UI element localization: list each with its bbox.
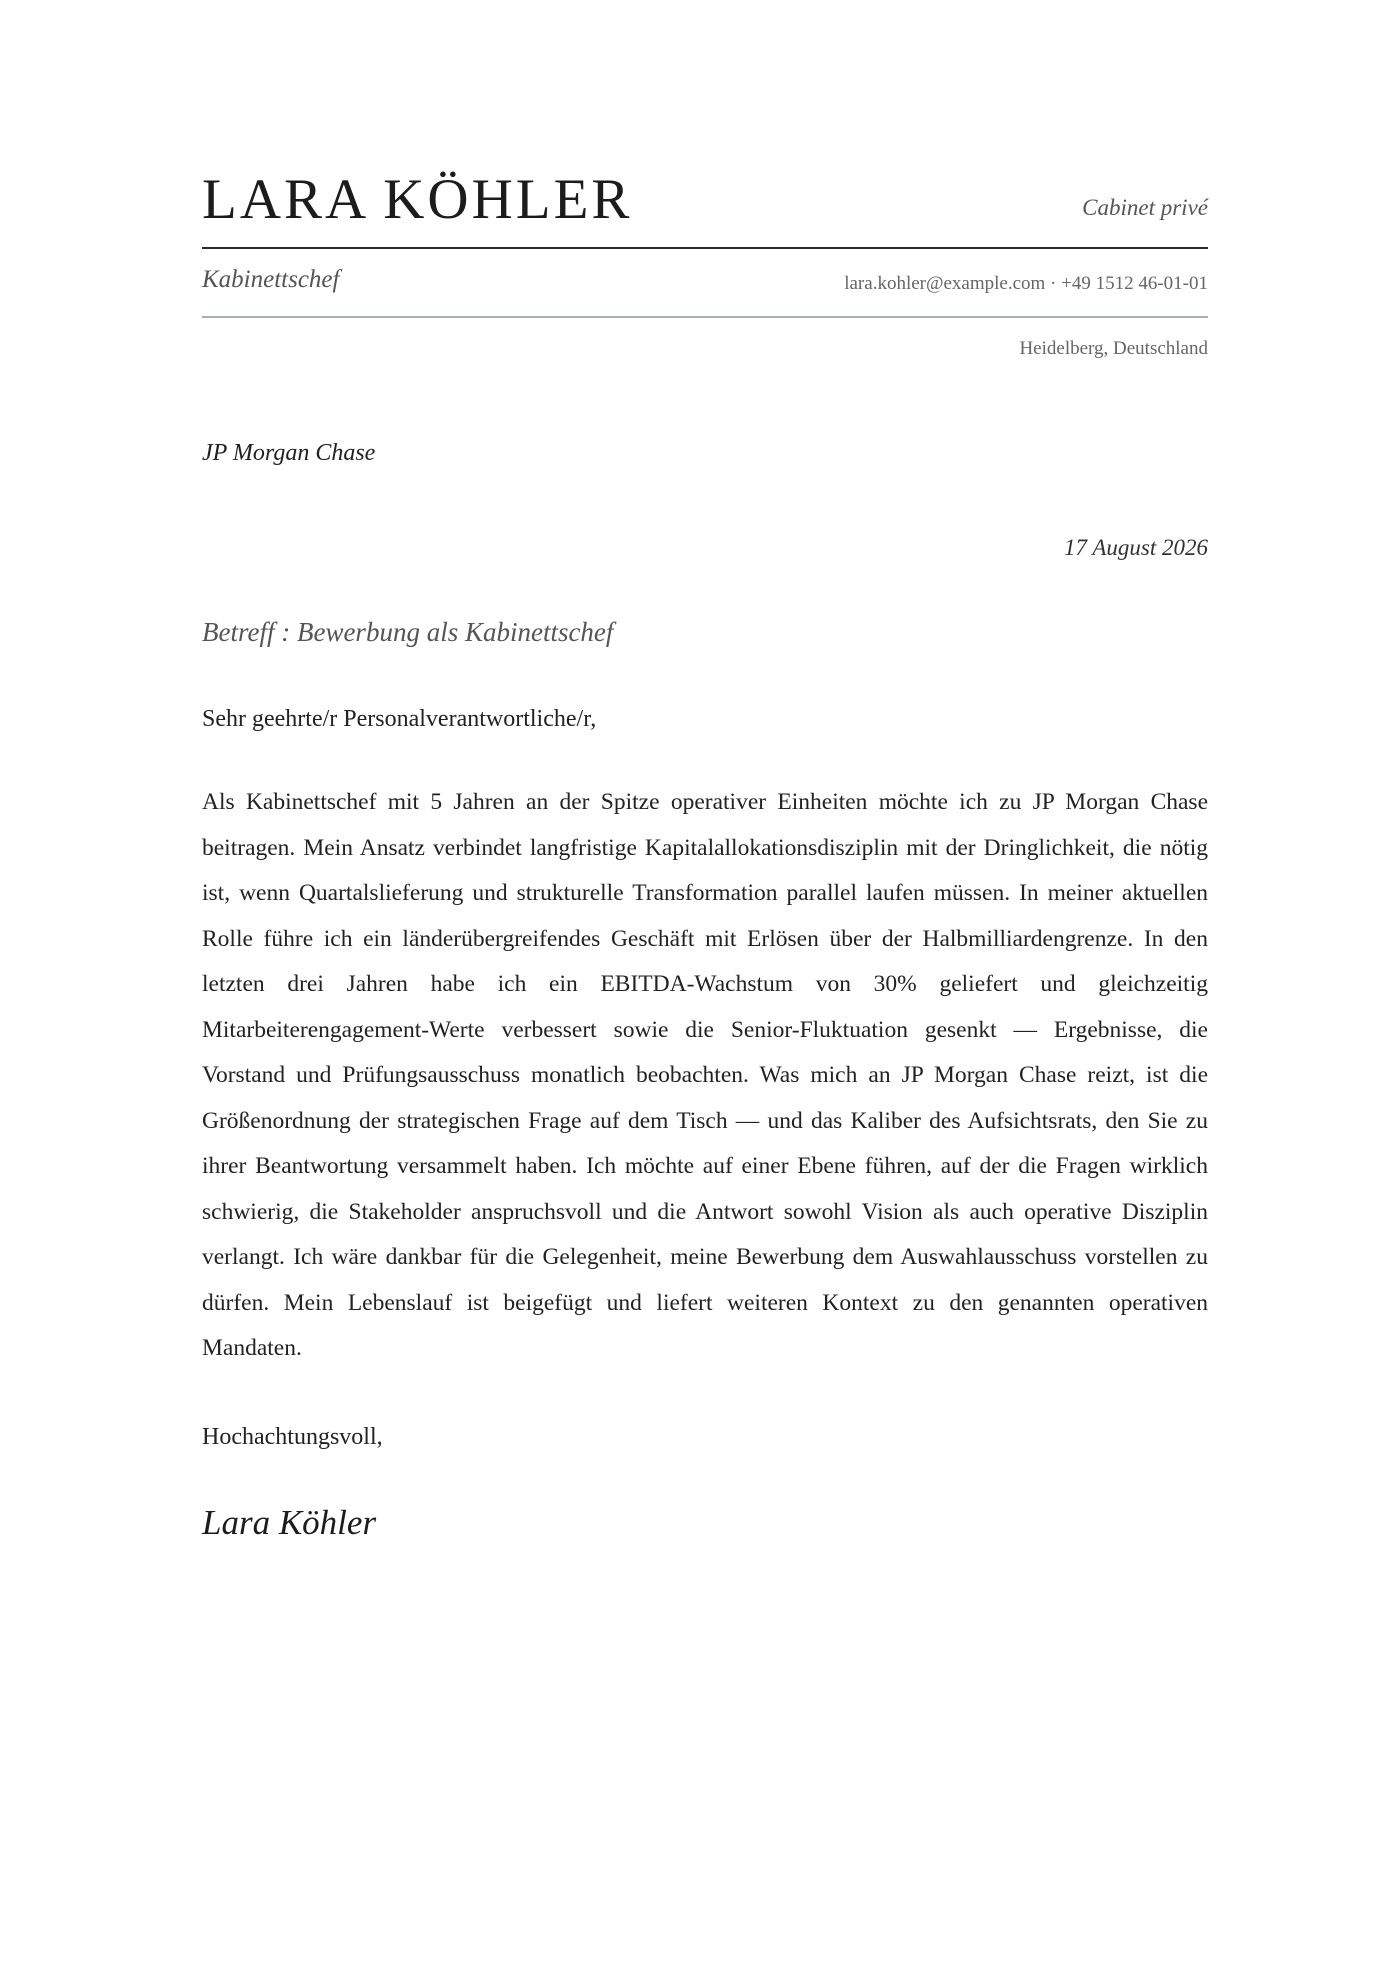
subject-line: Betreff : Bewerbung als Kabinettschef	[202, 617, 614, 647]
sender-location: Heidelberg, Deutschland	[1019, 338, 1208, 359]
header-divider	[202, 247, 1208, 249]
tagline: Cabinet privé	[1082, 195, 1208, 220]
letterhead	[202, 165, 1208, 247]
sender-name: LARA KÖHLER	[202, 168, 633, 231]
contact-info: lara.kohler@example.com · +49 1512 46-01-01	[844, 273, 1208, 294]
signature: Lara Köhler	[202, 1503, 377, 1542]
letter-body: Als Kabinettschef mit 5 Jahren an der Spitze operativer Einheiten möchte ich zu JP Morgan Chase beitragen. Mein Ansatz verbindet langfristige Kapitalallokationsdisziplin mit der Dringlichkeit, die nötig ist, wenn Quartalslieferung und strukturelle Transformation parallel laufen müssen. In meiner aktuellen Rolle führe ich ein länderübergreifendes Geschäft mit Erlösen über der Halbmilliardengrenze. In den letzten drei Jahren habe ich ein EBITDA-Wachstum von 30% geliefert und gleichzeitig Mitarbeiterengagement-Werte verbessert sowie die Senior-Fluktuation gesenkt — Ergebnisse, die Vorstand und Prüfungsausschuss monatlich beobachten. Was mich an JP Morgan Chase reizt, ist die Größenordnung der strategischen Frage auf dem Tisch — und das Kaliber des Aufsichtsrats, den Sie zu ihrer Beantwortung versammelt haben. Ich möchte auf einer Ebene führen, auf der die Fragen wirklich schwierig, die Stakeholder anspruchsvoll und die Antwort sowohl Vision als auch operative Disziplin verlangt. Ich wäre dankbar für die Gelegenheit, meine Bewerbung dem Auswahlausschuss vorstellen zu dürfen. Mein Lebenslauf ist beigefügt und liefert weiteren Kontext zu den genannten operativen Mandaten.	[202, 789, 1208, 1361]
salutation: Sehr geehrte/r Personalverantwortliche/r,	[202, 706, 597, 732]
letter-date: 17 August 2026	[1064, 535, 1208, 560]
sender-role: Kabinettschef	[202, 266, 340, 293]
closing: Hochachtungsvoll,	[202, 1424, 383, 1450]
contact-divider	[202, 316, 1208, 318]
recipient: JP Morgan Chase	[202, 440, 376, 466]
